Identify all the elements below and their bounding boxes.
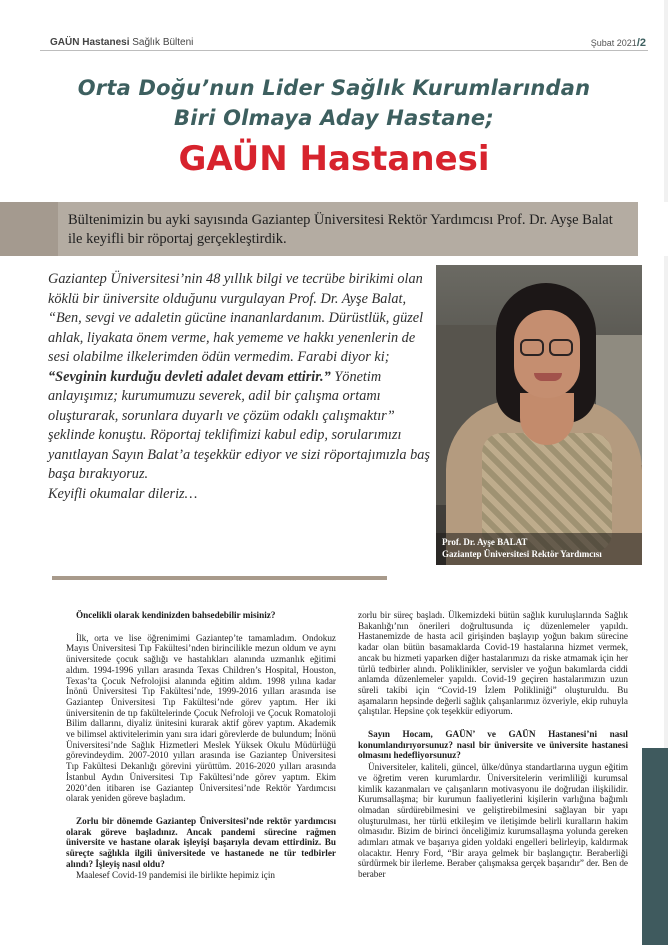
headline-line-2: Biri Olmaya Aday Hastane; [174,106,494,130]
glasses-right-lens [549,339,573,356]
portrait-photo [436,265,642,565]
intro-paragraph [48,270,433,504]
answer-3: Üniversiteler, kaliteli, güncel, ülke/dünya standartlarına uygun eğitim ve öğretim veren kurumlardır. Üniversitelerin verimliliği kurumsal kimlik kazanmaları ve çalışanların motivasyonu ile doğrudan ilişkilidir. Kurumsallaşma; bir kurumun faaliyetlerini kişilerin varlığına bağımlı olmadan sürdürebilmesini ve geliştirebilmesini sağlayan bir yapı oluşturulması, her türlü etkileşim ve iletişimde belirli kuralların hakim olmasıdır. Bizim de birinci önceliğimiz kurumsallaşma yolunda gereken adımları atmak ve başarıya giden yoldaki engelleri belirleyip, kaldırmak olacaktır. Henry Ford, “Bir araya gelmek bir başlangıçtır. Beraberliği sürdürmek bir ilerleme. Beraber çalışmaksa gerçek başarıdır” der. Ben de beraber [358,762,628,880]
answer-2-start: Maalesef Covid-19 pandemisi ile birlikte hepimiz için [76,870,276,881]
headline-line-1: Orta Doğu’nun Lider Sağlık Kurumlarından [77,76,591,100]
header-rule [40,50,648,51]
portrait-smile [534,373,562,381]
question-3: Sayın Hocam, GAÜN’ ve GAÜN Hastanesi’ni nasıl konumlandırıyorsunuz? nasıl bir üniversite ve üniversite hastanesi olmasını hedefliyorsunuz? [358,729,628,761]
answer-2-continued: zorlu bir süreç başladı. Ülkemizdeki bütün sağlık kuruluşlarında Sağlık Bakanlığı’nın önerileri doğrultusunda iç düzenlemeler yapıldı. Hastanemizde de hasta acil girişinden başlayıp yoğun bakım sürecine kadar olan bütün basamaklarda Covid-19 hastalarına hizmet vermek, ancak bu hizmeti yaparken diğer hastalarımızı da riske atmamak için her türlü tedbirler alındı. Poliklinikler, servisler ve yoğun bakımlarda ciddi anlamda düzenlemeler yapıldı. Covid-19 geçiren hastalarımızın uzun süreli takibi için “Covid-19 İzlem Polikliniği” oluşturuldu. Bu aşamaların hepsinde değerli sağlık çalışanlarımız özveriyle, ekip ruhuyla çalıştılar. Hepsine çok teşekkür ediyorum. [358,610,628,717]
photo-caption-name: Prof. Dr. Ayşe BALAT [442,537,528,547]
intro-part-1: Gaziantep Üniversitesi’nin 48 yıllık bilgi ve tecrübe birikimi olan köklü bir üniversite olduğunu vurgulayan Prof. Dr. Ayşe Balat, “Ben, sevgi ve adaletin gücüne inananlardanım. Dürüstlük, güzel ahlak, liyakata önem verme, hak yememe ve hakkı yenenlerin de sesi olabilme ilkelerimden ödün vermedim. Farabi diyor ki; [48,271,424,365]
headline-hospital-name: GAÜN Hastanesi [178,139,490,179]
question-2: Zorlu bir dönemde Gaziantep Üniversitesi’nde rektör yardımcısı olarak göreve başladınız. Ancak pandemi sürecine rağmen üniversite ve hastane olarak işleyişi başarıyla devam ettirdiniz. Bu süreçte sağlıkla ilgili üniversitede ve hastanede ne tür tedbirler alındı? İşleyiş nasıl oldu? [66,815,336,869]
header-section: Sağlık Bülteni [132,37,194,48]
intro-part-2: Yönetim anlayışımız; kurumumuzu severek, adil bir çalışma ortamı oluşturarak, sorunlara duyarlı ve çözüm odaklı çalışmaktır” şeklinde konuştu. Röportaj teklifimizi kabul edip, sorularımızı yanıtlayan Sayın Balat’a teşekkür ediyor ve sizi röportajımızla baş başa bırakıyoruz. [48,368,430,482]
interview-column-left [66,610,336,881]
question-1: Öncelikli olarak kendinizden bahsedebilir misiniz? [76,610,276,620]
intro-closing: Keyifli okumalar dileriz… [48,485,198,502]
interview-column-right [358,610,628,880]
lead-band-left-block [0,202,58,256]
section-divider [52,576,387,580]
glasses-left-lens [520,339,544,356]
lead-text: Bültenimizin bu ayki sayısında Gaziantep Üniversitesi Rektör Yardımcısı Prof. Dr. Ayşe Balat ile keyifli bir röportaj gerçekleştirdik. [68,212,613,247]
intro-quote: “Sevginin kurduğu devleti adalet devam ettirir.” [48,368,331,385]
header-date [591,37,646,49]
page-accent-bar [642,748,668,945]
photo-caption-title: Gaziantep Üniversitesi Rektör Yardımcısı [442,549,602,559]
header-date-text: Şubat 2021 [590,38,637,48]
running-header [50,37,193,48]
page-number: /2 [636,37,646,49]
header-brand: GAÜN Hastanesi [50,37,130,48]
answer-1: İlk, orta ve lise öğrenimimi Gaziantep’te tamamladım. Ondokuz Mayıs Üniversitesi Tıp Fakültesi’nden birincilikle mezun oldum ve aynı üniversitede çocuk sağlığı ve hastalıkları alanında uzmanlık eğitimi aldım. 1994-1996 yılları arasında Texas Children’s Hospital, Houston, Texas’ta Çocuk Nefrolojisi alanında eğitim aldım. 1998 yılına kadar İnönü Üniversitesi Tıp Fakültesi’nde, 1999-2016 yılları arasında ise Gaziantep Üniversitesi Tıp Fakültesi’nde görev yaptım. Her iki üniversitenin de tıp fakültelerinde Çocuk Nefroloji ve Çocuk Romatoloji Bilim dallarını, diyaliz ünitesini kurarak aktif görev yaptım. Akademik ve bilimsel aktivitelerimin yanı sıra idari görevlerde de bulundum; İnönü Üniversitesi’nde Sağlık Hizmetleri Meslek Yüksek Okulu Müdürlüğü görevindeydim. 2007-2010 yılları arasında ise Gaziantep Üniversitesi Tıp Fakültesi Dekanlığı görevini yürüttüm. 2016-2020 yılları arasında İstanbul Aydın Üniversitesi Tıp Fakültesi’nde görev yaptım. Ekim 2020’den itibaren ise Gaziantep Üniversitesi’nde Rektör Yardımcısı olarak yeniden göreve başladım. [66,632,336,804]
portrait-neck [520,393,574,445]
